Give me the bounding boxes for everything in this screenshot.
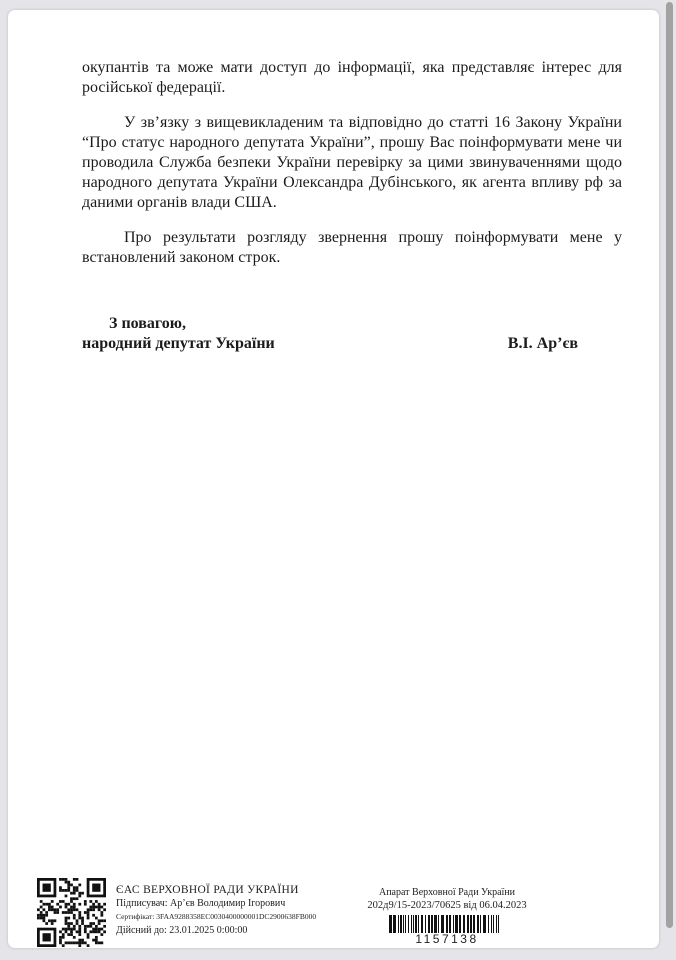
scrollbar-thumb[interactable] xyxy=(666,2,673,928)
paragraph xyxy=(82,113,622,213)
letter-body xyxy=(82,58,622,354)
signature-title: народний депутат України xyxy=(82,335,275,352)
scrollbar[interactable] xyxy=(664,0,676,960)
paragraph-line: народного депутата України Олександра Дубінського, як агента впливу рф за xyxy=(82,174,622,191)
digital-signature-stamp xyxy=(37,878,316,947)
esign-org-label: ЄАС ВЕРХОВНОЇ РАДИ УКРАЇНИ xyxy=(116,884,299,896)
paragraph-line: окупантів та може мати доступ до інформації, яка представляє інтерес для xyxy=(82,59,622,76)
esign-certificate-label: Сертифікат: 3FAA9288358EC0030400000001DC2900638FB000 xyxy=(116,912,317,921)
paragraph-line: російської федерації. xyxy=(82,79,226,96)
signature-salutation: З повагою, xyxy=(109,315,186,332)
registration-number: 202д9/15-2023/70625 від 06.04.2023 xyxy=(367,900,527,911)
paragraph xyxy=(82,228,622,268)
registration-org-label: Апарат Верховної Ради України xyxy=(378,887,516,898)
paragraph-line: даними органів влади США. xyxy=(82,194,277,211)
paragraph-line: У зв’язку з вищевикладеним та відповідно до статті 16 Закону України xyxy=(124,114,622,131)
paragraph-line: Про результати розгляду звернення прошу поінформувати мене у xyxy=(124,229,622,246)
paragraph-line: встановлений законом строк. xyxy=(82,249,281,266)
registration-stamp xyxy=(339,887,555,946)
signature-name: В.І. Ар’єв xyxy=(507,335,578,352)
qr-code-icon xyxy=(37,878,106,947)
signature-block xyxy=(82,314,622,354)
paragraph-line: “Про статус народного депутата України”, прошу Вас поінформувати мене чи xyxy=(82,134,622,151)
barcode-icon xyxy=(389,915,505,933)
esign-valid-until-label: Дійсний до: 23.01.2025 0:00:00 xyxy=(116,925,248,936)
barcode-value: 1157138 xyxy=(415,932,479,946)
paragraph xyxy=(82,58,622,98)
document-page xyxy=(8,10,659,948)
paragraph-line: проводила Служба безпеки України перевірку за цими звинуваченнями щодо xyxy=(82,154,622,171)
esign-signer-label: Підписувач: Ар’єв Володимир Ігорович xyxy=(116,898,286,909)
